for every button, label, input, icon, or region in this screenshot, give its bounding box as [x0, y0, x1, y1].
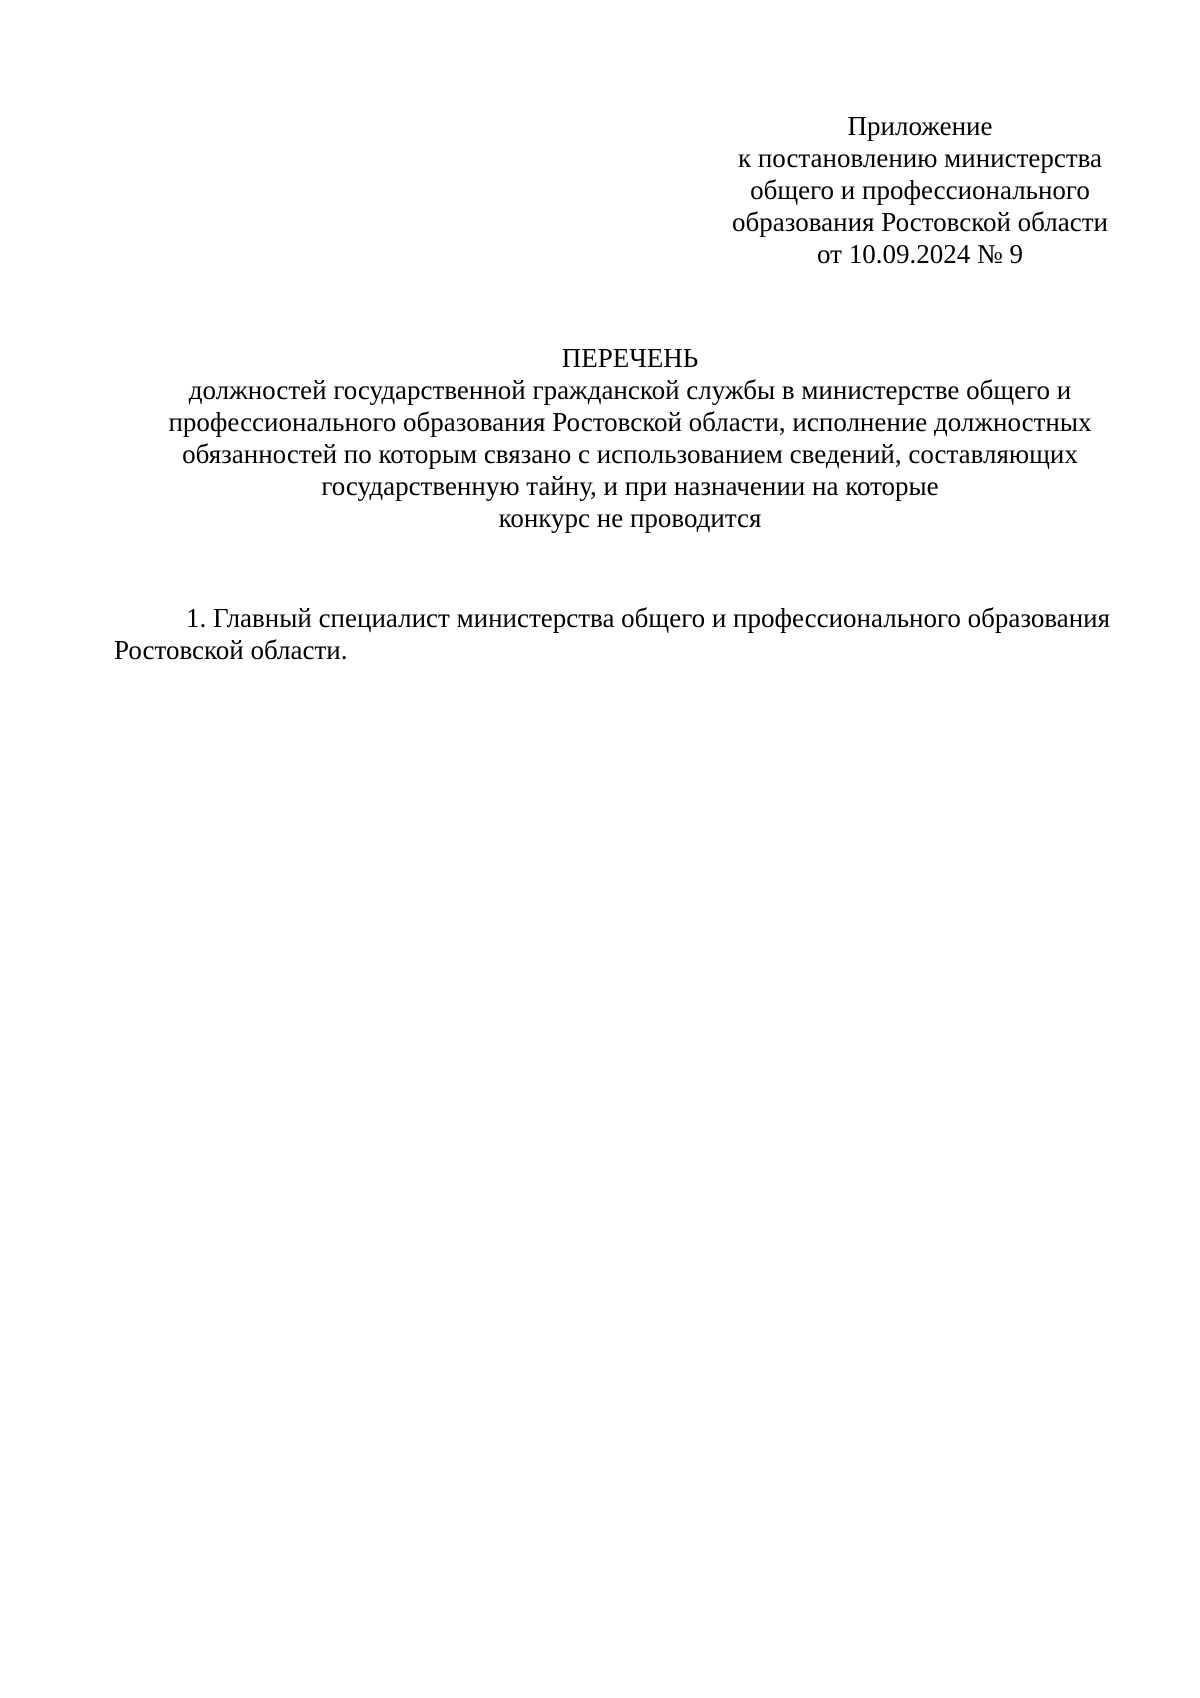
title-line: должностей государственной гражданской службы в министерстве общего и	[188, 375, 1072, 405]
appendix-reference-line: к постановлению министерства	[737, 143, 1103, 173]
title-line: конкурс не проводится	[498, 503, 762, 533]
title-heading: ПЕРЕЧЕНЬ	[561, 343, 699, 373]
title-line: обязанностей по которым связано с использованием сведений, составляющих	[182, 439, 1078, 469]
appendix-label: Приложение	[847, 111, 993, 141]
positions-list	[114, 602, 1159, 666]
appendix-date-number: от 10.09.2024 № 9	[817, 239, 1023, 269]
document-title	[100, 342, 1160, 534]
list-item	[114, 602, 1159, 666]
appendix-reference-line: общего и профессионального	[750, 175, 1090, 205]
title-line: государственную тайну, и при назначении на которые	[321, 471, 939, 501]
appendix-reference-line: образования Ростовской области	[732, 207, 1108, 237]
title-line: профессионального образования Ростовской области, исполнение должностных	[168, 407, 1092, 437]
appendix-header	[690, 110, 1150, 270]
list-item-text: Ростовской области.	[114, 635, 348, 665]
list-item-text: 1. Главный специалист министерства общего и профессионального образования	[186, 603, 1111, 633]
